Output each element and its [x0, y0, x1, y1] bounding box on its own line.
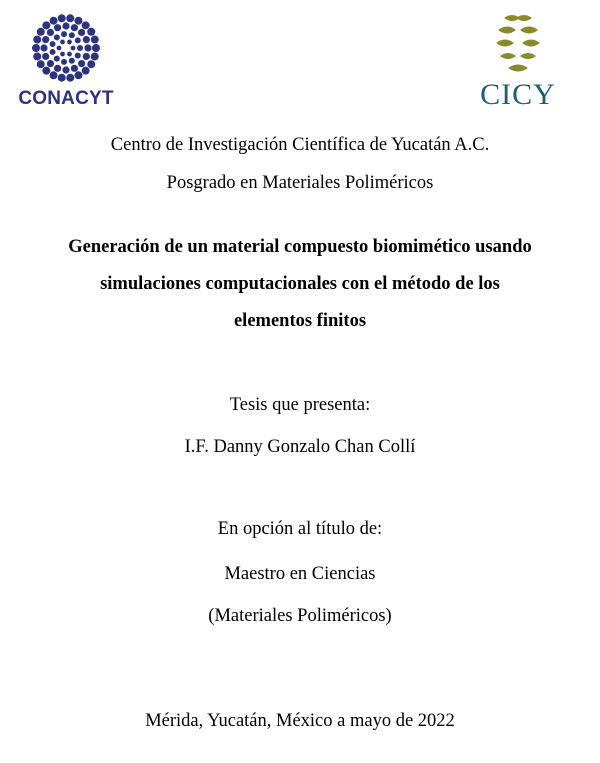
- cicy-wordmark: CICY: [480, 78, 556, 111]
- degree-name: Maestro en Ciencias: [224, 564, 376, 584]
- thesis-title-line: Generación de un material compuesto biomimético usando: [68, 237, 532, 257]
- cicy-leaves-icon: [490, 12, 546, 76]
- presented-by-label: Tesis que presenta:: [229, 395, 371, 415]
- thesis-title-line: elementos finitos: [233, 311, 367, 331]
- conacyt-dots-icon: [32, 14, 100, 82]
- place-and-date: Mérida, Yucatán, México a mayo de 2022: [145, 711, 455, 731]
- thesis-title-line: simulaciones computacionales con el método de los: [100, 274, 500, 294]
- program-name: Posgrado en Materiales Poliméricos: [166, 173, 434, 193]
- thesis-title: [30, 229, 570, 340]
- degree-option-label: En opción al título de:: [217, 519, 383, 539]
- cicy-logo: [470, 12, 566, 110]
- institution-name: Centro de Investigación Científica de Yucatán A.C.: [110, 135, 490, 155]
- author-name: I.F. Danny Gonzalo Chan Collí: [184, 437, 416, 457]
- degree-specialty: (Materiales Poliméricos): [208, 606, 392, 626]
- conacyt-logo: [12, 14, 120, 110]
- conacyt-wordmark: CONACYT: [18, 88, 114, 109]
